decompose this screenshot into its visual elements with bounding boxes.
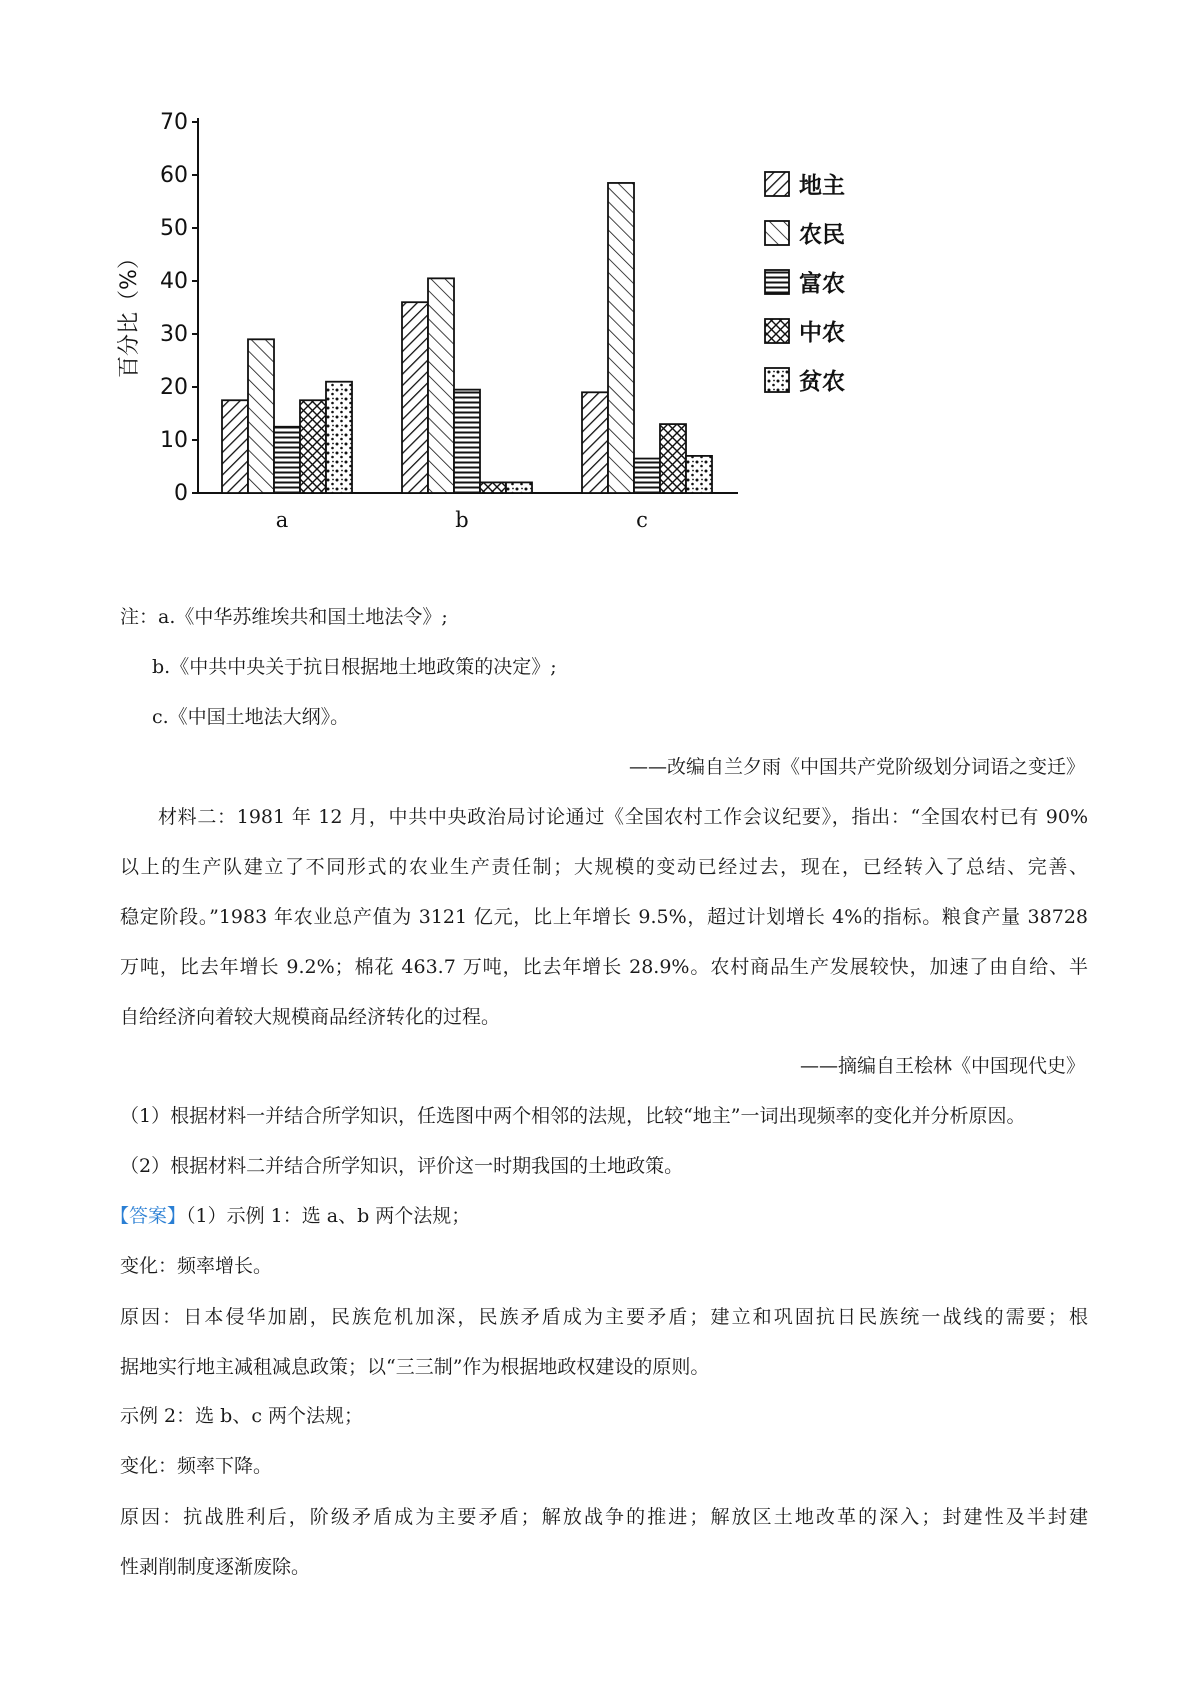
y-tick-label: 30 <box>160 322 188 347</box>
bar <box>582 392 608 493</box>
material-two-line-4: 万吨，比去年增长 9.2%；棉花 463.7 万吨，比去年增长 28.9%。农村商品生产发展较快，加速了由自给、半 <box>120 956 1088 978</box>
note-b: b.《中共中央关于抗日根据地土地政策的决定》; <box>152 656 557 678</box>
y-tick-label: 70 <box>160 110 188 135</box>
bar <box>274 427 300 493</box>
answer-reason-1-line-2: 据地实行地主减租减息政策；以“三三制”作为根据地政权建设的原则。 <box>120 1356 710 1378</box>
material-two-line-2: 以上的生产队建立了不同形式的农业生产责任制；大规模的变动已经过去，现在，已经转入了总结、完善、 <box>120 856 1088 878</box>
answer-reason-2-line-2: 性剥削制度逐渐废除。 <box>120 1556 311 1578</box>
x-tick-label: c <box>636 508 648 532</box>
answer-reason-1 <box>120 1292 1088 1392</box>
y-tick-label: 0 <box>174 481 188 506</box>
legend-swatch <box>765 368 789 392</box>
legend-swatch <box>765 270 789 294</box>
question-2: （2）根据材料二并结合所学知识，评价这一时期我国的土地政策。 <box>120 1155 684 1177</box>
answer-line-1 <box>110 1205 470 1227</box>
material-two-paragraph <box>120 792 1088 1042</box>
bar-chart <box>110 100 940 590</box>
legend-label: 农民 <box>799 222 845 248</box>
bar <box>660 424 686 493</box>
bar <box>300 400 326 493</box>
bar <box>222 400 248 493</box>
y-axis-label: 百分比（%） <box>117 247 142 378</box>
legend-label: 贫农 <box>799 369 845 395</box>
answer-reason-2 <box>120 1492 1088 1592</box>
legend-swatch <box>765 221 789 245</box>
bar <box>480 482 506 493</box>
bar <box>326 382 352 493</box>
bar <box>634 459 660 493</box>
answer-change-2: 变化：频率下降。 <box>120 1455 273 1477</box>
answer-reason-2-line-1: 原因：抗战胜利后，阶级矛盾成为主要矛盾；解放战争的推进；解放区土地改革的深入；封建性及半封建 <box>120 1506 1088 1528</box>
legend-label: 中农 <box>799 320 845 346</box>
legend-label: 地主 <box>799 173 845 199</box>
y-tick-label: 40 <box>160 269 188 294</box>
y-tick-label: 10 <box>160 428 188 453</box>
bar <box>506 482 532 493</box>
bar <box>248 339 274 493</box>
bar <box>686 456 712 493</box>
legend-label: 富农 <box>799 271 845 297</box>
bar <box>402 302 428 493</box>
answer-reason-1-line-1: 原因：日本侵华加剧，民族危机加深，民族矛盾成为主要矛盾；建立和巩固抗日民族统一战线的需要；根 <box>120 1306 1088 1328</box>
material-two-line-1: 材料二：1981 年 12 月，中共中央政治局讨论通过《全国农村工作会议纪要》，指出：“全国农村已有 90% <box>158 806 1088 828</box>
y-tick-label: 60 <box>160 163 188 188</box>
material-two-line-3: 稳定阶段。”1983 年农业总产值为 3121 亿元，比上年增长 9.5%，超过计划增长 4%的指标。粮食产量 38728 <box>120 906 1088 928</box>
answer-example-2: 示例 2：选 b、c 两个法规； <box>120 1405 364 1427</box>
bar <box>454 390 480 493</box>
y-tick-label: 20 <box>160 375 188 400</box>
source-2: ——摘编自王桧林《中国现代史》 <box>799 1055 1085 1077</box>
note-c: c.《中国土地法大纲》。 <box>152 706 350 728</box>
answer-change-1: 变化：频率增长。 <box>120 1255 273 1277</box>
x-tick-label: a <box>275 508 289 532</box>
material-two-line-5: 自给经济向着较大规模商品经济转化的过程。 <box>120 1006 501 1028</box>
legend-swatch <box>765 319 789 343</box>
bar <box>608 183 634 493</box>
bar <box>428 278 454 493</box>
y-tick-label: 50 <box>160 216 188 241</box>
source-1: ——改编自兰夕雨《中国共产党阶级划分词语之变迁》 <box>628 756 1085 778</box>
question-1: （1）根据材料一并结合所学知识，任选图中两个相邻的法规，比较“地主”一词出现频率的变化并分析原因。 <box>120 1105 1026 1127</box>
legend-swatch <box>765 172 789 196</box>
x-tick-label: b <box>455 508 469 532</box>
answer-example-1: （1）示例 1：选 a、b 两个法规； <box>186 1205 471 1227</box>
answer-tag: 【答案】 <box>110 1205 187 1227</box>
note-a: 注：a.《中华苏维埃共和国土地法令》; <box>120 606 448 628</box>
